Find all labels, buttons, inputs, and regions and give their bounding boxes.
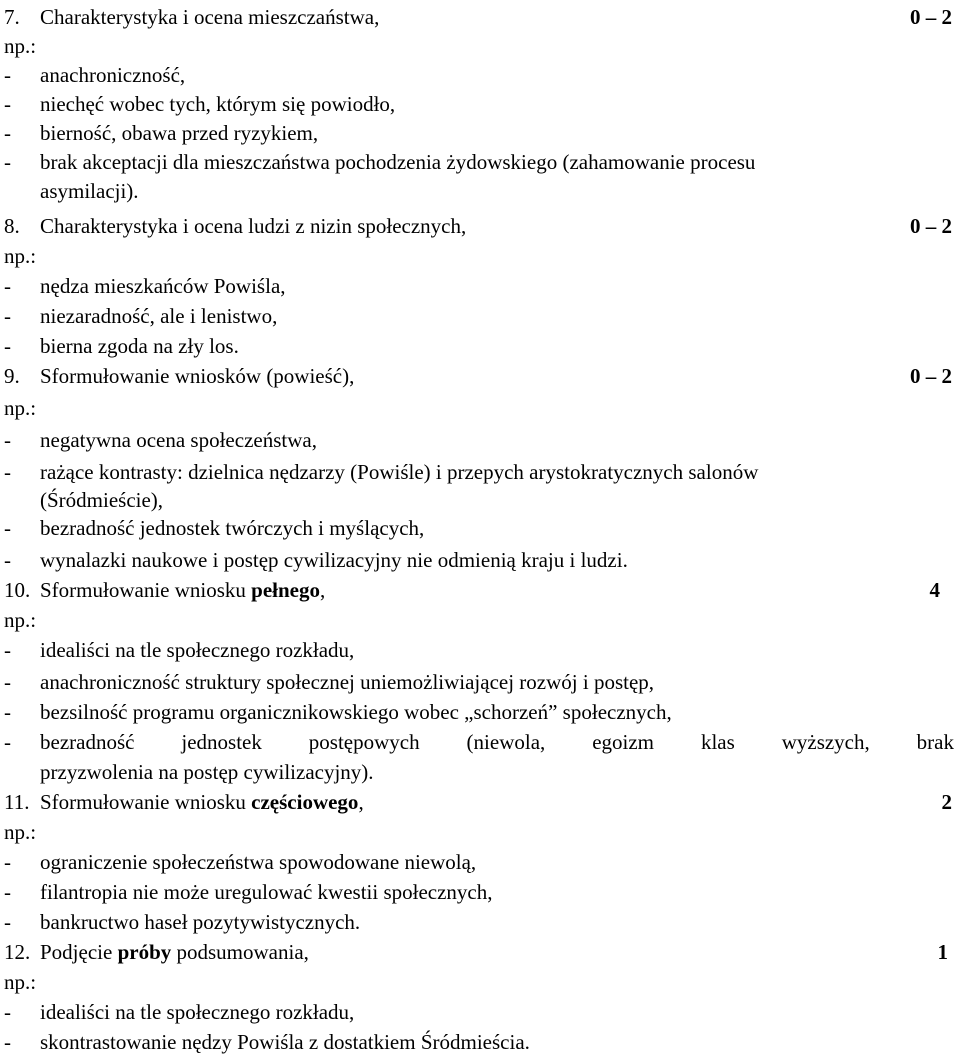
- title-plain: Sformułowanie wniosku: [40, 790, 252, 814]
- section-8-heading: [0, 212, 960, 241]
- section-number: 10.: [4, 578, 31, 602]
- np-text: np.:: [4, 820, 37, 844]
- list-item-text: bezradność jednostek twórczych i myślących,: [40, 516, 425, 540]
- list-item-text: brak akceptacji dla mieszczaństwa pochodzenia żydowskiego (zahamowanie procesu: [40, 150, 756, 174]
- list-item: [0, 458, 960, 487]
- list-item: [0, 119, 960, 148]
- section-number: 9.: [4, 364, 20, 388]
- np-label: [0, 242, 960, 271]
- np-text: np.:: [4, 34, 37, 58]
- np-text: np.:: [4, 396, 37, 420]
- section-title: Charakterystyka i ocena mieszczaństwa,: [40, 5, 380, 29]
- np-text: np.:: [4, 244, 37, 268]
- list-item-text: idealiści na tle społecznego rozkładu,: [40, 1000, 355, 1024]
- dash-marker: -: [4, 1030, 11, 1054]
- dash-marker: -: [4, 92, 11, 116]
- section-score: 0 – 2: [910, 5, 952, 29]
- list-item: [0, 636, 960, 665]
- section-7-heading: [0, 3, 960, 32]
- list-item-continuation: [0, 486, 960, 515]
- continuation-text: asymilacji).: [40, 179, 139, 203]
- list-item-text: anachroniczność,: [40, 63, 186, 87]
- section-title: Sformułowanie wniosków (powieść),: [40, 364, 355, 388]
- section-score: 4: [929, 578, 940, 602]
- section-number: 11.: [4, 790, 30, 814]
- list-item: [0, 272, 960, 301]
- section-title: [40, 938, 309, 967]
- continuation-text: przyzwolenia na postęp cywilizacyjny).: [40, 760, 374, 784]
- title-end: ,: [320, 578, 326, 602]
- list-item-continuation: [0, 758, 960, 787]
- dash-marker: -: [4, 670, 11, 694]
- list-item-text: idealiści na tle społecznego rozkładu,: [40, 638, 355, 662]
- list-item-text: bierność, obawa przed ryzykiem,: [40, 121, 319, 145]
- list-item: [0, 148, 960, 177]
- dash-marker: -: [4, 428, 11, 452]
- dash-marker: -: [4, 63, 11, 87]
- np-label: [0, 32, 960, 61]
- title-bold: pełnego: [251, 578, 320, 602]
- list-item-text: filantropia nie może uregulować kwestii społecznych,: [40, 880, 493, 904]
- list-item: [0, 998, 960, 1027]
- dash-marker: -: [4, 121, 11, 145]
- section-12-heading: [0, 938, 960, 967]
- dash-marker: -: [4, 460, 11, 484]
- list-item: [0, 668, 960, 697]
- list-item-text: bankructwo haseł pozytywistycznych.: [40, 910, 361, 934]
- list-item: [0, 1028, 960, 1057]
- dash-marker: -: [4, 334, 11, 358]
- section-score: 0 – 2: [910, 364, 952, 388]
- list-item-text: bierna zgoda na zły los.: [40, 334, 239, 358]
- list-item-text: skontrastowanie nędzy Powiśla z dostatkiem Śródmieścia.: [40, 1030, 530, 1054]
- list-item: [0, 848, 960, 877]
- np-label: [0, 394, 960, 423]
- list-item: [0, 546, 960, 575]
- list-item: [0, 514, 960, 543]
- list-item-text: nędza mieszkańców Powiśla,: [40, 274, 286, 298]
- list-item-text: negatywna ocena społeczeństwa,: [40, 428, 317, 452]
- title-bold: próby: [117, 940, 172, 964]
- title-end: ,: [358, 790, 364, 814]
- list-item-continuation: [0, 177, 960, 206]
- list-item: [0, 332, 960, 361]
- dash-marker: -: [4, 1000, 11, 1024]
- np-label: [0, 818, 960, 847]
- section-title: [40, 788, 364, 817]
- dash-marker: -: [4, 516, 11, 540]
- section-title: Charakterystyka i ocena ludzi z nizin społecznych,: [40, 214, 467, 238]
- section-score: 2: [941, 790, 952, 814]
- list-item-text: ograniczenie społeczeństwa spowodowane niewolą,: [40, 850, 477, 874]
- section-number: 8.: [4, 214, 20, 238]
- list-item: [0, 908, 960, 937]
- section-number: 7.: [4, 5, 20, 29]
- continuation-text: (Śródmieście),: [40, 488, 164, 512]
- list-item: [0, 878, 960, 907]
- list-item-text: wynalazki naukowe i postęp cywilizacyjny nie odmienią kraju i ludzi.: [40, 548, 628, 572]
- np-label: [0, 606, 960, 635]
- section-number: 12.: [4, 940, 31, 964]
- title-plain: Podjęcie: [40, 940, 118, 964]
- section-score: 1: [937, 940, 948, 964]
- dash-marker: -: [4, 730, 11, 754]
- title-plain: Sformułowanie wniosku: [40, 578, 252, 602]
- dash-marker: -: [4, 850, 11, 874]
- dash-marker: -: [4, 880, 11, 904]
- section-9-heading: [0, 362, 960, 391]
- dash-marker: -: [4, 150, 11, 174]
- dash-marker: -: [4, 304, 11, 328]
- list-item-text: rażące kontrasty: dzielnica nędzarzy (Powiśle) i przepych arystokratycznych salonów: [40, 460, 759, 484]
- dash-marker: -: [4, 548, 11, 572]
- np-text: np.:: [4, 970, 37, 994]
- list-item: [0, 302, 960, 331]
- section-10-heading: [0, 576, 960, 605]
- list-item-text: anachroniczność struktury społecznej uniemożliwiającej rozwój i postęp,: [40, 670, 655, 694]
- list-item: [0, 90, 960, 119]
- list-item: [0, 61, 960, 90]
- list-item: [0, 426, 960, 455]
- list-item-text: bezradność jednostek postępowych (niewola, egoizm klas wyższych, brak: [40, 730, 954, 754]
- dash-marker: -: [4, 274, 11, 298]
- dash-marker: -: [4, 700, 11, 724]
- np-label: [0, 968, 960, 997]
- np-text: np.:: [4, 608, 37, 632]
- list-item: [0, 728, 960, 757]
- section-11-heading: [0, 788, 960, 817]
- list-item-text: niezaradność, ale i lenistwo,: [40, 304, 278, 328]
- list-item-text: bezsilność programu organicznikowskiego wobec „schorzeń” społecznych,: [40, 700, 672, 724]
- title-end: podsumowania,: [171, 940, 309, 964]
- title-bold: częściowego: [251, 790, 359, 814]
- list-item: [0, 698, 960, 727]
- list-item-text: niechęć wobec tych, którym się powiodło,: [40, 92, 396, 116]
- dash-marker: -: [4, 910, 11, 934]
- section-title: [40, 576, 325, 605]
- dash-marker: -: [4, 638, 11, 662]
- section-score: 0 – 2: [910, 214, 952, 238]
